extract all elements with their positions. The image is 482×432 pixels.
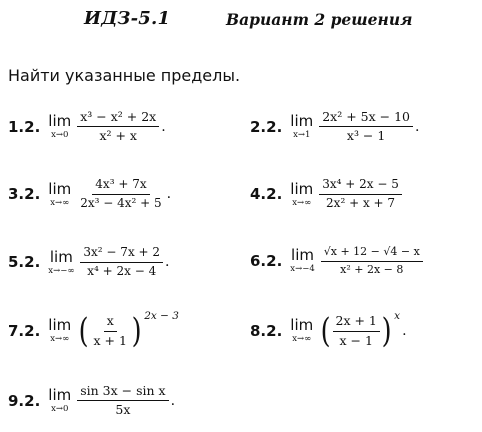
- powered-expression: [77, 310, 179, 351]
- end-period: .: [161, 118, 166, 135]
- numerator: √x + 12 − √4 − x: [321, 246, 423, 262]
- limit-word: lim: [48, 179, 72, 198]
- denominator: 2x³ − 4x² + 5: [80, 195, 162, 210]
- end-period: .: [166, 186, 172, 203]
- denominator: 2x² + x + 7: [326, 195, 396, 210]
- left-paren: (: [78, 311, 89, 351]
- problem-number: 5.2.: [8, 253, 41, 272]
- problem-7-2: [8, 310, 179, 351]
- end-period: .: [170, 392, 176, 409]
- denominator: x² + 2x − 8: [340, 262, 404, 276]
- fraction: [333, 314, 380, 348]
- powered-expression: [319, 310, 401, 351]
- problem-5-2: [8, 246, 169, 279]
- end-period: .: [165, 254, 170, 271]
- fraction: [319, 110, 413, 144]
- numerator: x³ − x² + 2x: [77, 110, 159, 127]
- problem-2-2: [250, 110, 419, 144]
- limit-operator: [48, 247, 75, 276]
- limit-operator: [290, 248, 314, 274]
- limit-operator: [290, 318, 313, 344]
- right-paren: ): [381, 311, 392, 351]
- problem-6-2: [250, 246, 423, 276]
- limit-word: lim: [291, 246, 314, 265]
- problem-9-2: [8, 384, 175, 418]
- denominator: x³ − 1: [346, 128, 386, 144]
- limit-word: lim: [49, 247, 73, 266]
- numerator: x: [104, 314, 117, 331]
- limit-word: lim: [290, 316, 314, 335]
- limit-subscript: x→0: [51, 130, 69, 141]
- denominator: x + 1: [93, 332, 127, 348]
- limit-subscript: x→∞: [50, 197, 70, 208]
- denominator: x − 1: [339, 332, 373, 348]
- problem-number: 1.2.: [8, 117, 41, 136]
- fraction: [80, 246, 163, 279]
- numerator: 3x⁴ + 2x − 5: [319, 178, 402, 195]
- limit-operator: [48, 388, 71, 414]
- limit-subscript: x→0: [51, 404, 69, 415]
- limit-subscript: x→1: [293, 130, 311, 141]
- limit-subscript: x→∞: [292, 334, 312, 345]
- denominator: x⁴ + 2x − 4: [87, 263, 157, 278]
- exponent: 2x − 3: [144, 310, 179, 322]
- exponent: x: [394, 310, 401, 322]
- numerator: 2x² + 5x − 10: [319, 110, 413, 127]
- problem-number: 2.2.: [250, 117, 283, 136]
- problem-1-2: [8, 110, 166, 144]
- fraction: [321, 246, 423, 276]
- problem-3-2: [8, 178, 171, 211]
- numerator: sin 3x − sin x: [77, 384, 168, 401]
- problem-number: 3.2.: [8, 185, 41, 204]
- limit-operator: [48, 179, 72, 208]
- limit-word: lim: [48, 112, 72, 131]
- limit-subscript: x→−4: [290, 264, 315, 275]
- problem-number: 6.2.: [250, 252, 283, 271]
- fraction: [319, 178, 402, 211]
- problem-number: 4.2.: [250, 185, 283, 204]
- limit-word: lim: [290, 179, 314, 198]
- end-period: .: [415, 118, 420, 135]
- numerator: 2x + 1: [333, 314, 380, 331]
- limit-word: lim: [48, 316, 72, 335]
- limit-subscript: x→−∞: [48, 265, 75, 276]
- right-paren: ): [131, 311, 142, 351]
- fraction: [77, 178, 164, 211]
- limit-word: lim: [290, 112, 314, 131]
- problem-number: 8.2.: [250, 322, 283, 340]
- end-period: .: [402, 323, 407, 339]
- problem-4-2: [250, 178, 402, 211]
- fraction: [77, 110, 159, 144]
- limit-subscript: x→∞: [292, 197, 312, 208]
- left-paren: (: [320, 311, 331, 351]
- denominator: x² + x: [99, 128, 137, 144]
- limit-operator: [48, 318, 71, 344]
- problem-8-2: [250, 310, 407, 351]
- limit-operator: [290, 114, 313, 140]
- denominator: 5x: [115, 402, 131, 418]
- variant-label: Вариант 2 решения: [226, 10, 413, 29]
- limit-operator: [290, 179, 314, 208]
- limit-operator: [48, 114, 71, 140]
- limit-subscript: x→∞: [50, 334, 70, 345]
- problem-number: 9.2.: [8, 391, 41, 410]
- task-instruction: Найти указанные пределы.: [8, 66, 241, 85]
- numerator: 4x³ + 7x: [92, 178, 149, 195]
- fraction: [77, 384, 168, 418]
- limit-word: lim: [48, 386, 72, 405]
- numerator: 3x² − 7x + 2: [80, 246, 163, 263]
- fraction: [91, 314, 130, 348]
- problem-number: 7.2.: [8, 322, 41, 340]
- document-title: ИДЗ-5.1: [84, 8, 171, 29]
